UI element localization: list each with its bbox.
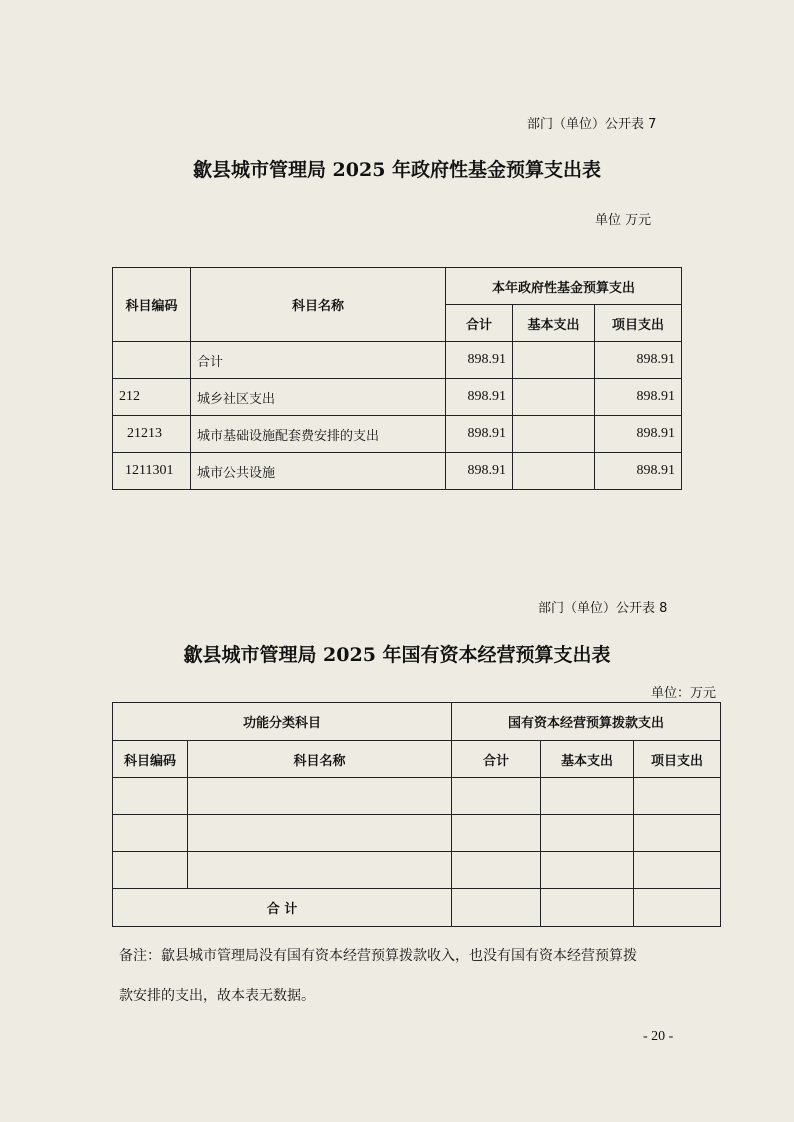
- page-number: - 20 -: [643, 1029, 674, 1044]
- table-row: [113, 852, 721, 889]
- empty-cell: [452, 852, 541, 889]
- table7-header-basic: 基本支出: [513, 305, 595, 342]
- row-project: 898.91: [595, 453, 682, 490]
- empty-cell: [452, 889, 541, 927]
- row-code: 21213: [113, 416, 191, 453]
- table8: [112, 702, 721, 927]
- row-total: 898.91: [446, 416, 513, 453]
- empty-cell: [541, 889, 634, 927]
- table8-note-line1: 备注：歙县城市管理局没有国有资本经营预算拨款收入，也没有国有资本经营预算拨: [119, 948, 637, 964]
- row-name: 城乡社区支出: [191, 379, 446, 416]
- empty-cell: [188, 778, 452, 815]
- table8-header-total: 合计: [452, 741, 541, 778]
- table8-header-project: 项目支出: [634, 741, 721, 778]
- empty-cell: [541, 815, 634, 852]
- table7-header-name: 科目名称: [191, 268, 446, 342]
- row-project: 898.91: [595, 416, 682, 453]
- table-row: [113, 453, 682, 490]
- table8-tag: 部门（单位）公开表 8: [538, 601, 668, 616]
- empty-cell: [113, 815, 188, 852]
- table7-header-total: 合计: [446, 305, 513, 342]
- table7: [112, 267, 682, 490]
- empty-cell: [634, 889, 721, 927]
- table8-header-code: 科目编码: [113, 741, 188, 778]
- row-code: [113, 342, 191, 379]
- table8-unit: 单位：万元: [651, 686, 717, 701]
- row-total: 898.91: [446, 342, 513, 379]
- table8-total-label: 合 计: [113, 889, 452, 927]
- empty-cell: [634, 778, 721, 815]
- row-project: 898.91: [595, 379, 682, 416]
- empty-cell: [452, 778, 541, 815]
- row-name: 城市基础设施配套费安排的支出: [191, 416, 446, 453]
- table-row: [113, 815, 721, 852]
- table7-header-code: 科目编码: [113, 268, 191, 342]
- table8-header-func-group: 功能分类科目: [113, 703, 452, 741]
- table8-title: 歙县城市管理局 2025 年国有资本经营预算支出表: [183, 644, 611, 666]
- table8-header-name: 科目名称: [188, 741, 452, 778]
- table-row: [113, 416, 682, 453]
- empty-cell: [188, 852, 452, 889]
- table7-title: 歙县城市管理局 2025 年政府性基金预算支出表: [192, 159, 602, 181]
- table7-tag: 部门（单位）公开表 7: [527, 117, 657, 132]
- table7-header-group: 本年政府性基金预算支出: [446, 268, 682, 305]
- table8-header-basic: 基本支出: [541, 741, 634, 778]
- row-name: 合计: [191, 342, 446, 379]
- row-basic: [513, 379, 595, 416]
- table-row: [113, 889, 721, 927]
- row-project: 898.91: [595, 342, 682, 379]
- table7-header-project: 项目支出: [595, 305, 682, 342]
- empty-cell: [188, 815, 452, 852]
- empty-cell: [113, 778, 188, 815]
- row-basic: [513, 416, 595, 453]
- row-basic: [513, 342, 595, 379]
- table-row: [113, 778, 721, 815]
- table8-note-line2: 款安排的支出，故本表无数据。: [119, 988, 315, 1004]
- table-row: [113, 342, 682, 379]
- table-row: [113, 379, 682, 416]
- empty-cell: [541, 852, 634, 889]
- table8-header-spend-group: 国有资本经营预算拨款支出: [452, 703, 721, 741]
- empty-cell: [634, 815, 721, 852]
- empty-cell: [113, 852, 188, 889]
- row-code: 1211301: [113, 453, 191, 490]
- empty-cell: [541, 778, 634, 815]
- row-total: 898.91: [446, 453, 513, 490]
- row-name: 城市公共设施: [191, 453, 446, 490]
- table7-unit: 单位 万元: [595, 213, 652, 228]
- row-basic: [513, 453, 595, 490]
- row-code: 212: [113, 379, 191, 416]
- row-total: 898.91: [446, 379, 513, 416]
- empty-cell: [634, 852, 721, 889]
- empty-cell: [452, 815, 541, 852]
